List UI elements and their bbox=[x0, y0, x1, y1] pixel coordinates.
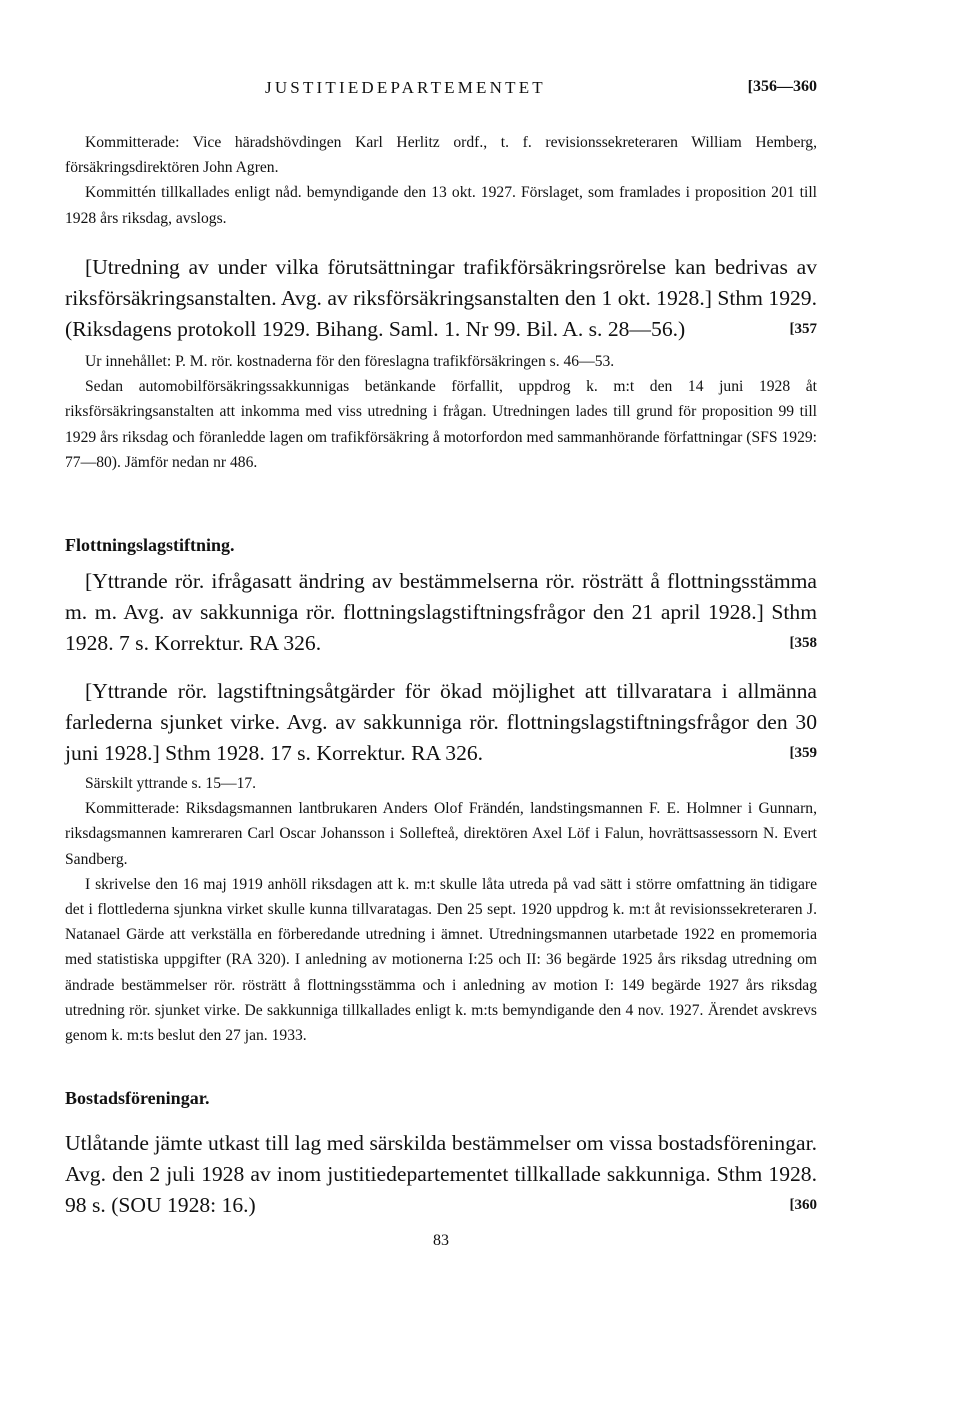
entry-358-ref: [358 bbox=[789, 635, 817, 651]
section-heading-flottning: Flottningslagstiftning. bbox=[65, 535, 235, 555]
entry-357-title bbox=[65, 252, 817, 345]
entry-357 bbox=[65, 252, 817, 475]
entry-358-title bbox=[65, 566, 817, 659]
section-flottning bbox=[65, 535, 817, 556]
section-heading-bostad: Bostadsföreningar. bbox=[65, 1088, 210, 1108]
entry-360 bbox=[65, 1128, 817, 1221]
entry-357-contents: Ur innehållet: P. M. rör. kostnaderna för den föreslagna trafikförsäkringen s. 46—53. bbox=[85, 353, 615, 370]
entry-357-text: [Utredning av under vilka förutsättningar trafikförsäkringsrörelse kan bedrivas av riksförsäkringsanstalten. Avg. av riksförsäkringsanstalten den 1 okt. 1928.] Sthm 1929. (Riksdagens protokoll 1929. Bihang. Saml. 1. Nr 99. Bil. A. s. 28—56.) bbox=[65, 255, 817, 341]
entry-359-special: Särskilt yttrande s. 15—17. bbox=[85, 775, 257, 792]
entry-359-note: I skrivelse den 16 maj 1919 anhöll riksdagen att k. m:t skulle låta utreda på vad sätt i större omfattning än tidigare det i flottlederna sjunkna virket skulle kunna tillvaratagas. Den 25 sept. 1920 uppdrog k. m:t åt revisionssekreteraren J. Natanael Gärde att verkställa en förberedande utredning i ämnet. Utredningsmannen utarbetade 1922 en promemoria med statistiska uppgifter (RA 320). I anledning av motionerna I:25 och II: 36 begärde 1925 års riksdag utredning om ändrade bestämmelser rör. rösträtt å flottningsstämma och i anledning av motion I: 149 begärde 1927 års riksdag utredning rör. sjunket virke. De sakkunniga tillkallades enligt k. m:ts bemyndigande den 4 nov. 1927. Ärendet avskrevs genom k. m:ts beslut den 27 jan. 1933. bbox=[65, 875, 817, 1045]
entry-360-text: Utlåtande jämte utkast till lag med särskilda bestämmelser om vissa bostadsföreningar. Avg. den 2 juli 1928 av inom justitiedepartementet tillkallade sakkunniga. Sthm 1928. 98 s. (SOU 1928: 16.) bbox=[65, 1131, 817, 1217]
entry-358-text: [Yttrande rör. ifrågasatt ändring av bestämmelserna rör. rösträtt å flottningsstämma m. m. Avg. av sakkunniga rör. flottningslagstiftningsfrågor den 21 april 1928.] Sthm 1928. 7 s. Korrektur. RA 326. bbox=[65, 569, 817, 655]
entry-360-title bbox=[65, 1128, 817, 1221]
entry-range: [356—360 bbox=[747, 78, 817, 95]
department-title: JUSTITIEDEPARTEMENTET bbox=[265, 78, 546, 97]
entry-358 bbox=[65, 566, 817, 659]
entry-360-ref: [360 bbox=[789, 1197, 817, 1213]
entry-359-title bbox=[65, 676, 817, 769]
entry-359-committee: Kommitterade: Riksdagsmannen lantbrukaren Anders Olof Frändén, landstingsmannen F. E. Holmner i Gunnarn, riksdagsmannen kamreraren Carl Oscar Johansson i Sollefteå, direktören Axel Löf i Falun, hovrättsassessorn N. Evert Sandberg. bbox=[65, 800, 817, 868]
entry-359 bbox=[65, 676, 817, 1048]
committee-note: Kommittén tillkallades enligt nåd. bemyndigande den 13 okt. 1927. Förslaget, som framlades i proposition 201 till 1928 års riksdag, avslogs. bbox=[65, 184, 817, 227]
entry-359-ref: [359 bbox=[789, 745, 817, 761]
entry-356-notes bbox=[65, 130, 817, 231]
page-number: 83 bbox=[433, 1232, 449, 1249]
entry-359-text: [Yttrande rör. lagstiftningsåtgärder för ökad möjlighet att tillvaratага i allmänna farlederna sjunket virke. Avg. av sakkunniga rör. flottningslagstiftningsfrågor den 30 juni 1928.] Sthm 1928. 17 s. Korrektur. RA 326. bbox=[65, 679, 817, 765]
running-header bbox=[65, 78, 817, 102]
committee-members: Kommitterade: Vice häradshövdingen Karl Herlitz ordf., t. f. revisionssekreteraren William Hemberg, försäkringsdirektören John Agren. bbox=[65, 134, 817, 177]
entry-357-ref: [357 bbox=[789, 321, 817, 337]
section-bostad bbox=[65, 1088, 817, 1109]
entry-357-note: Sedan automobilförsäkringssakkunnigas betänkande förfallit, uppdrog k. m:t den 14 juni 1928 åt riksförsäkringsanstalten att inkomma med viss utredning i frågan. Utredningen lades till grund för proposition 99 till 1929 års riksdag och föranledde lagen om trafikförsäkring å motorfordon med sammanhörande författningar (SFS 1929: 77—80). Jämför nedan nr 486. bbox=[65, 378, 817, 471]
